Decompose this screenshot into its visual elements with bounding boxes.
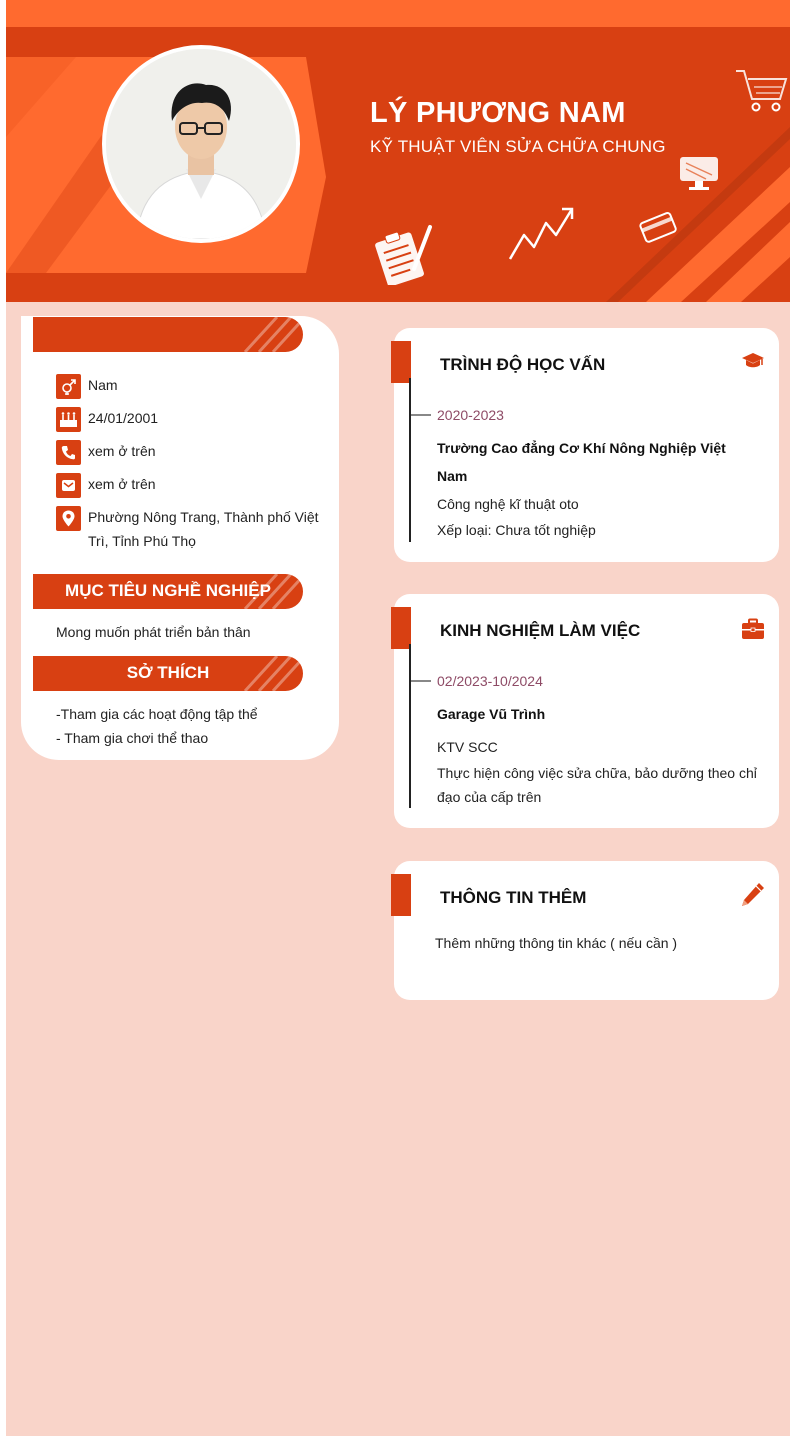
tag-stripes [243,656,303,691]
education-card [394,328,779,562]
extra-heading: THÔNG TIN THÊM [440,888,587,907]
timeline-tick [411,414,431,416]
personal-info-heading [33,317,303,352]
timeline-line [409,378,411,542]
extra-text: Thêm những thông tin khác ( nếu cần ) [435,935,678,951]
address-value: Phường Nông Trang, Thành phố Việt Trì, Tỉnh Phú Thọ [88,509,319,549]
section-marker [391,341,411,383]
full-name: LÝ PHƯƠNG NAM [370,97,626,129]
school-name: Trường Cao đẳng Cơ Khí Nông Nghiệp Việt Nam [437,440,726,484]
gender-icon [56,374,81,399]
trend-chart-icon [506,203,578,265]
briefcase-icon [741,618,765,640]
education-heading: TRÌNH ĐỘ HỌC VẤN [440,355,606,374]
section-marker [391,874,411,916]
objective-heading-text: MỤC TIÊU NGHỀ NGHIỆP [65,581,271,600]
gender-value: Nam [88,377,118,393]
hobby-item: -Tham gia các hoạt động tập thể [56,706,258,722]
phone-value: xem ở trên [88,443,156,459]
extra-info-card [394,861,779,1000]
experience-heading: KINH NGHIỆM LÀM VIỆC [440,621,641,640]
credit-card-icon [638,209,680,245]
contact-birthday [56,407,158,432]
clipboard-icon [370,223,448,285]
graduation-cap-icon [741,351,765,371]
contact-address [56,506,326,553]
timeline-tick [411,680,431,682]
timeline-line [409,644,411,808]
email-icon [56,473,81,498]
hobbies-heading-text: SỞ THÍCH [126,663,210,682]
education-major: Công nghệ kĩ thuật oto [437,496,579,512]
header-banner [6,27,790,302]
education-rank: Xếp loại: Chưa tốt nghiệp [437,522,596,538]
contact-gender [56,374,118,399]
job-position: KTV SCC [437,739,498,755]
experience-card [394,594,779,828]
hobbies-heading [33,656,303,691]
hobby-item: - Tham gia chơi thể thao [56,730,209,746]
avatar [102,45,300,243]
tag-stripes [243,317,303,352]
email-value: xem ở trên [88,476,156,492]
contact-email [56,473,156,498]
monitor-icon [678,155,722,193]
birthday-value: 24/01/2001 [88,410,159,426]
top-bar [6,0,790,27]
personal-info-card [21,316,339,760]
job-title: KỸ THUẬT VIÊN SỬA CHỮA CHUNG [370,137,666,156]
cv-page [6,0,790,1436]
company-name: Garage Vũ Trình [437,706,546,722]
pencil-icon [739,881,765,909]
education-period: 2020-2023 [437,407,504,423]
tag-stripes [243,574,303,609]
contact-phone [56,440,156,465]
objective-text: Mong muốn phát triển bản thân [56,624,251,640]
map-pin-icon [56,506,81,531]
cart-icon [734,65,790,115]
experience-period: 02/2023-10/2024 [437,673,543,689]
birthday-cake-icon [56,407,81,432]
objective-heading [33,574,303,609]
phone-icon [56,440,81,465]
job-description: Thực hiện công việc sửa chữa, bảo dưỡng theo chỉ đạo của cấp trên [437,765,757,805]
section-marker [391,607,411,649]
